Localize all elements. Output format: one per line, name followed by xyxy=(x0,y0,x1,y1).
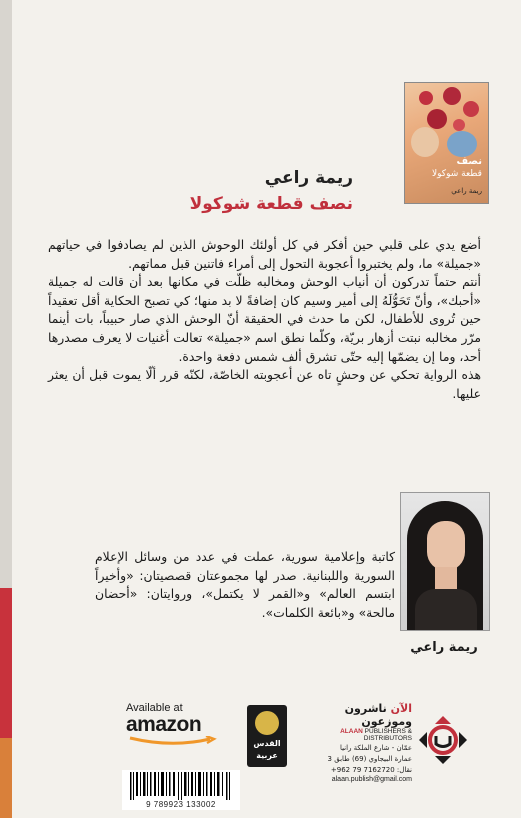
author-bio: كاتبة وإعلامية سورية، عملت في عدد من وسائل الإعلام السورية واللبنانية. صدر لها مجموعتان قصصيتان: «وأخيراً ابتسم العالم» و«القمر لا يكتمل»، وروايتان: «أحضان مالحة» و«بائعة الكلمات». xyxy=(95,549,395,620)
publisher-name-red: الآن xyxy=(390,702,412,715)
author-name: ريمة راعي xyxy=(264,168,353,188)
quds-logo-line1: القدس xyxy=(253,739,281,748)
isbn-barcode xyxy=(122,770,240,810)
publisher-logo-icon xyxy=(417,714,469,766)
cover-author: ريمة راعي xyxy=(451,187,482,195)
blurb-paragraph-2: أنتم حتماً تدركون أن أنياب الوحش ومخالبه ظلّت في مكانها بعد أن قالت له جميلة «أحبك»، وأنّ تَحَوُّلَهُ إلى أمير وسيم كان إضافةً لا بد منها؛ كي تصبح الحكاية أقل تعقيداً حين تُروى للأطفال، لكن ما حدث في الحقيقة أنّ الوحش الذي صار حبيباً، بات أينما مرّر مخالبه نبتت أزهار بريّة، وكلّما نطق اسم «جميلة» تعالت أغنيات لا يعرف مصدرها أحد، وما إن يضمّها إليه حتّى تشرق ألف شمس دفعة واحدة. xyxy=(48,274,481,364)
publisher-phone: نقال: 7162720 79 962+ xyxy=(330,766,412,774)
publisher-name-en-bold: ALAAN xyxy=(340,728,363,735)
amazon-wordmark: amazon xyxy=(126,713,202,736)
publisher-name-en xyxy=(292,728,412,742)
spine-red-band xyxy=(0,588,12,738)
quds-arabia-logo xyxy=(247,705,287,767)
amazon-badge[interactable] xyxy=(126,702,236,746)
dome-icon xyxy=(255,711,279,735)
amazon-smile-icon xyxy=(126,736,222,746)
barcode-bars xyxy=(130,772,232,800)
publisher-address-2: عمارة البيجاوي (69) طابق 3 xyxy=(327,755,412,763)
book-title-part1: نصف xyxy=(309,194,353,214)
publisher-name-en-rest: PUBLISHERS & DISTRIBUTORS xyxy=(362,728,412,742)
publisher-name-rest: ناشرون وموزعون xyxy=(344,702,412,728)
author-photo xyxy=(400,492,490,631)
blurb-paragraph-1: أضع يدي على قلبي حين أفكر في كل أولئك الوحوش الذين لم يصادفوا في حياتهم «جميلة» ما، ولم يختبروا أعجوبة التحول إلى أمراء فاتنين قبل مماتهم. xyxy=(48,237,481,271)
blurb-text xyxy=(48,236,481,403)
publisher-address-1: عمّان - شارع الملكة رانيا xyxy=(339,744,412,752)
publisher-name-ar xyxy=(292,702,412,728)
cover-title-line1: نصف xyxy=(456,156,482,167)
publisher-email[interactable]: alaan.publish@gmail.com xyxy=(331,776,412,783)
quds-logo-line2: عربية xyxy=(256,751,278,760)
photo-caption: ريمة راعي xyxy=(410,640,478,655)
book-title-part2: قطعة شوكولا xyxy=(189,194,304,214)
blurb-paragraph-3: هذه الرواية تحكي عن وحشٍ تاه عن أعجوبته الخاصّة، لكنّه قرر ألّا يموت قبل أن يعثر عليها. xyxy=(48,367,481,401)
spine-strip xyxy=(0,0,12,818)
cover-title-line2: قطعة شوكولا xyxy=(432,169,482,179)
barcode-number: 9 789923 133002 xyxy=(146,800,216,809)
book-title xyxy=(190,194,353,214)
book-cover-thumbnail xyxy=(404,82,489,204)
publisher-info xyxy=(292,702,412,783)
spine-orange-band xyxy=(0,738,12,818)
amazon-available-at: Available at xyxy=(126,702,183,714)
